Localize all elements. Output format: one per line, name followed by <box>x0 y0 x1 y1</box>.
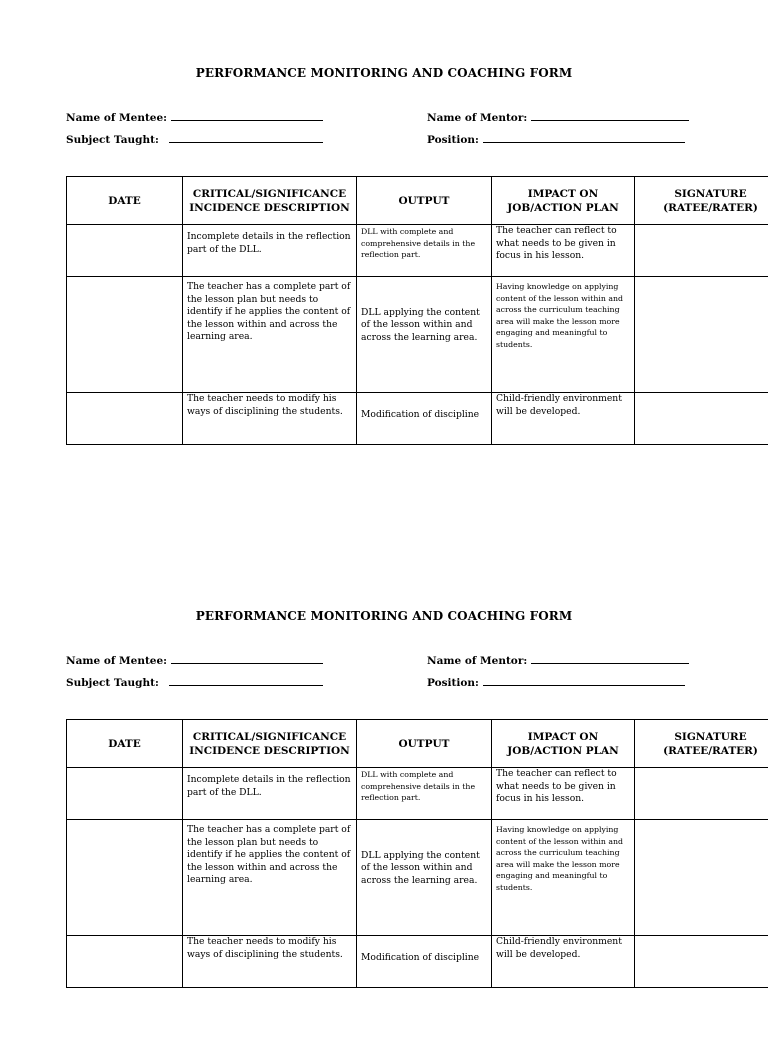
impact-cell: Child-friendly environment will be developed. <box>492 936 635 988</box>
position-label: Position: <box>427 134 479 146</box>
table-header-row <box>67 177 768 225</box>
impact-cell: Having knowledge on applying content of the lesson within and across the curriculum teaching area will make the lesson more engaging and meaningful to students. <box>492 277 635 393</box>
date-cell[interactable] <box>67 820 183 936</box>
signature-cell[interactable] <box>635 820 768 936</box>
position-field[interactable] <box>427 677 685 689</box>
description-cell: The teacher has a complete part of the lesson plan but needs to identify if he applies the content of the lesson within and across the learning area. <box>183 820 357 936</box>
mentor-label: Name of Mentor: <box>427 655 527 667</box>
signature-cell[interactable] <box>635 393 768 445</box>
mentor-blank-line[interactable] <box>531 119 689 121</box>
mentee-blank-line[interactable] <box>171 119 323 121</box>
signature-cell[interactable] <box>635 225 768 277</box>
subject-field[interactable] <box>66 677 323 689</box>
date-cell[interactable] <box>67 393 183 445</box>
position-blank-line[interactable] <box>483 141 685 143</box>
table-row <box>67 936 768 988</box>
table-row <box>67 277 768 393</box>
header-output: OUTPUT <box>357 177 492 225</box>
coaching-form-1 <box>0 0 768 500</box>
output-cell: DLL applying the content of the lesson within and across the learning area. <box>357 277 492 393</box>
header-date: DATE <box>67 720 183 768</box>
mentor-field[interactable] <box>427 655 689 667</box>
signature-cell[interactable] <box>635 936 768 988</box>
output-cell: DLL with complete and comprehensive details in the reflection part. <box>357 768 492 820</box>
output-cell: Modification of discipline <box>357 936 492 988</box>
header-impact: IMPACT ON JOB/ACTION PLAN <box>492 177 635 225</box>
table-row <box>67 393 768 445</box>
impact-cell: The teacher can reflect to what needs to be given in focus in his lesson. <box>492 225 635 277</box>
mentee-label: Name of Mentee: <box>66 655 167 667</box>
header-date: DATE <box>67 177 183 225</box>
date-cell[interactable] <box>67 768 183 820</box>
subject-blank-line[interactable] <box>169 141 323 143</box>
output-cell: DLL with complete and comprehensive details in the reflection part. <box>357 225 492 277</box>
position-label: Position: <box>427 677 479 689</box>
mentee-field[interactable] <box>66 655 323 667</box>
position-field[interactable] <box>427 134 685 146</box>
coaching-table <box>66 176 768 445</box>
impact-cell: Child-friendly environment will be developed. <box>492 393 635 445</box>
header-signature: SIGNATURE (RATEE/RATER) <box>635 177 768 225</box>
subject-label: Subject Taught: <box>66 134 159 146</box>
table-row <box>67 820 768 936</box>
table-row <box>67 225 768 277</box>
coaching-form-2 <box>0 543 768 1043</box>
position-blank-line[interactable] <box>483 684 685 686</box>
mentee-field[interactable] <box>66 112 323 124</box>
header-critical-incidence: CRITICAL/SIGNIFICANCE INCIDENCE DESCRIPTION <box>183 720 357 768</box>
mentor-field[interactable] <box>427 112 689 124</box>
mentor-label: Name of Mentor: <box>427 112 527 124</box>
description-cell: The teacher needs to modify his ways of disciplining the students. <box>183 936 357 988</box>
form-title: PERFORMANCE MONITORING AND COACHING FORM <box>0 66 768 80</box>
mentee-blank-line[interactable] <box>171 662 323 664</box>
date-cell[interactable] <box>67 936 183 988</box>
output-cell: Modification of discipline <box>357 393 492 445</box>
signature-cell[interactable] <box>635 277 768 393</box>
description-cell: Incomplete details in the reflection part of the DLL. <box>183 225 357 277</box>
table-row <box>67 768 768 820</box>
subject-label: Subject Taught: <box>66 677 159 689</box>
signature-cell[interactable] <box>635 768 768 820</box>
form-title: PERFORMANCE MONITORING AND COACHING FORM <box>0 609 768 623</box>
header-output: OUTPUT <box>357 720 492 768</box>
table-header-row <box>67 720 768 768</box>
date-cell[interactable] <box>67 277 183 393</box>
subject-field[interactable] <box>66 134 323 146</box>
header-signature: SIGNATURE (RATEE/RATER) <box>635 720 768 768</box>
subject-blank-line[interactable] <box>169 684 323 686</box>
impact-cell: Having knowledge on applying content of the lesson within and across the curriculum teaching area will make the lesson more engaging and meaningful to students. <box>492 820 635 936</box>
header-impact: IMPACT ON JOB/ACTION PLAN <box>492 720 635 768</box>
mentee-label: Name of Mentee: <box>66 112 167 124</box>
mentor-blank-line[interactable] <box>531 662 689 664</box>
description-cell: Incomplete details in the reflection part of the DLL. <box>183 768 357 820</box>
header-critical-incidence: CRITICAL/SIGNIFICANCE INCIDENCE DESCRIPTION <box>183 177 357 225</box>
impact-cell: The teacher can reflect to what needs to be given in focus in his lesson. <box>492 768 635 820</box>
coaching-table <box>66 719 768 988</box>
date-cell[interactable] <box>67 225 183 277</box>
description-cell: The teacher has a complete part of the lesson plan but needs to identify if he applies the content of the lesson within and across the learning area. <box>183 277 357 393</box>
description-cell: The teacher needs to modify his ways of disciplining the students. <box>183 393 357 445</box>
output-cell: DLL applying the content of the lesson within and across the learning area. <box>357 820 492 936</box>
